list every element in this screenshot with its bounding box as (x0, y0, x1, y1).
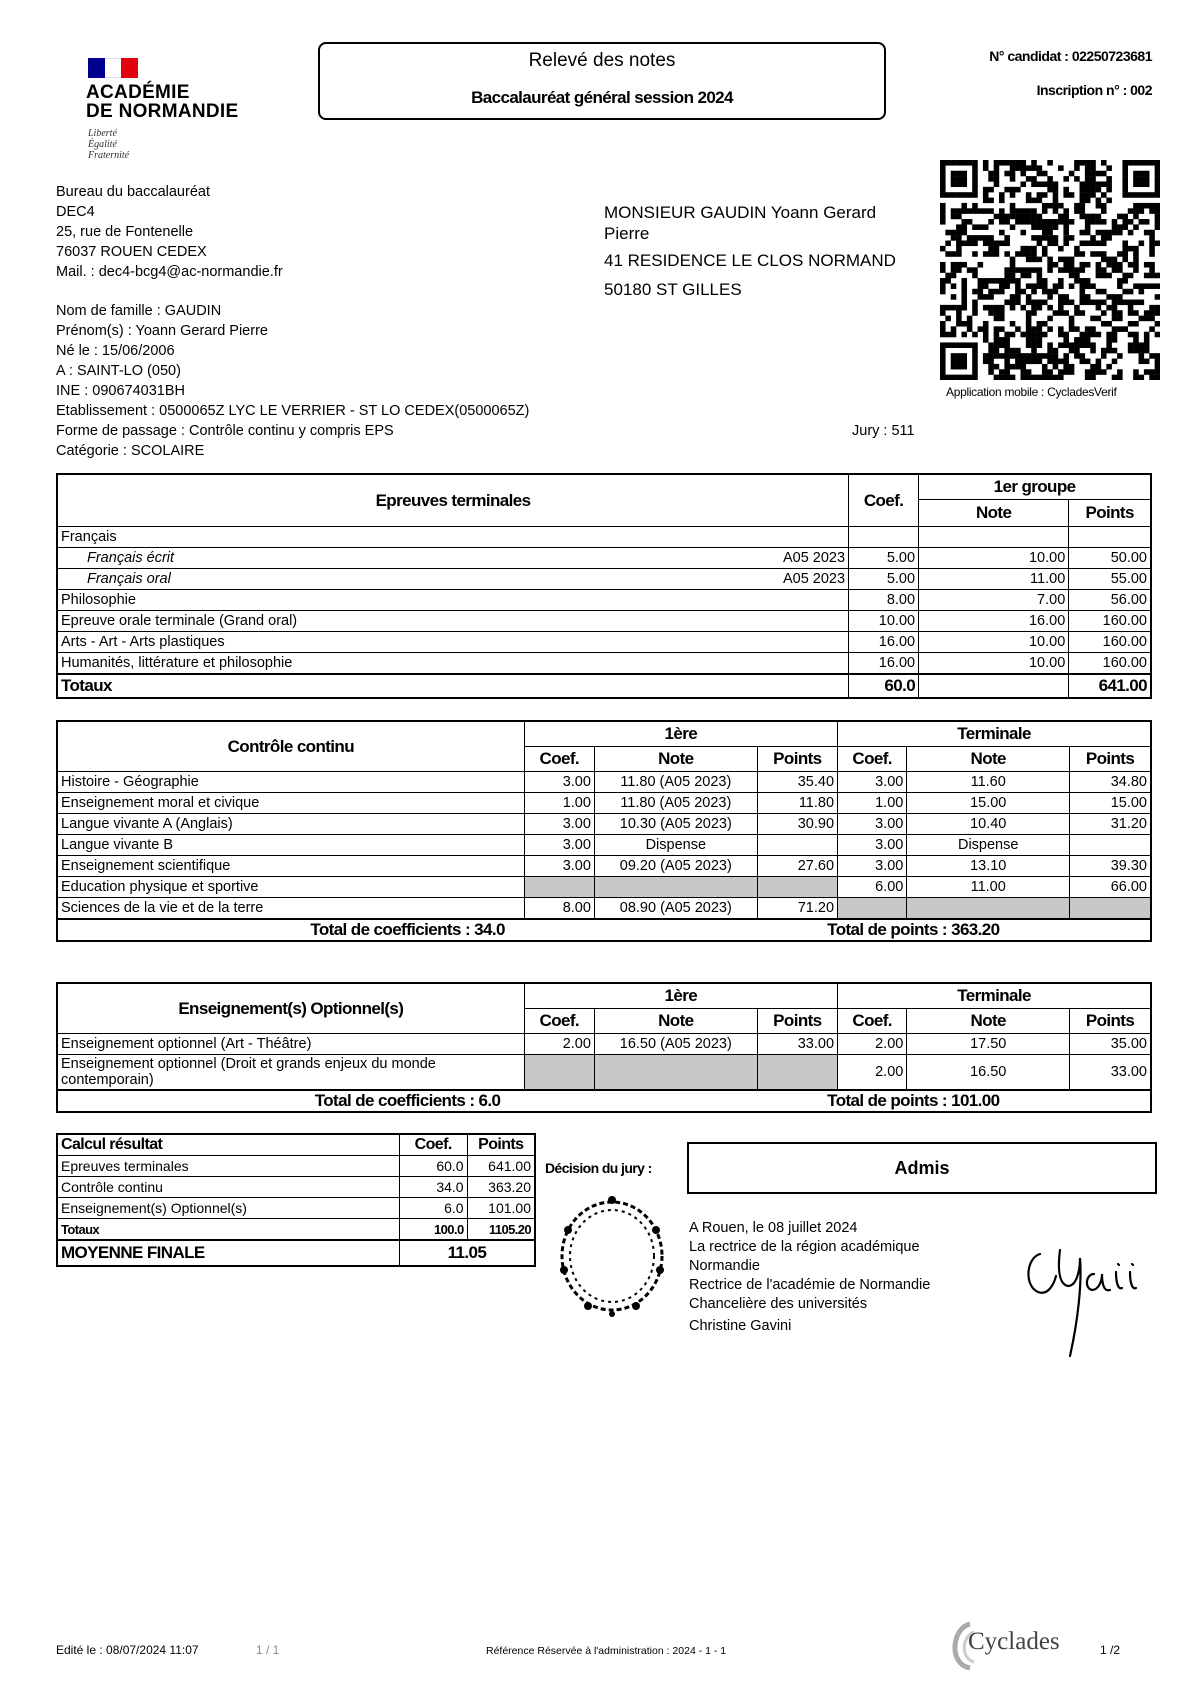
table-row (57, 793, 1151, 814)
terminal-points (1070, 835, 1151, 856)
terminal-points: 31.20 (1070, 814, 1151, 835)
calc-label: Contrôle continu (57, 1177, 399, 1198)
first-note (594, 1055, 757, 1091)
bureau-address: Bureau du baccalauréat DEC4 25, rue de Fontenelle 76037 ROUEN CEDEX Mail. : dec4-bcg4@ac-normandie.fr (56, 184, 283, 280)
calc-total-coef: 100.0 (399, 1219, 467, 1241)
table-row (57, 632, 1151, 653)
table-row (57, 527, 1151, 548)
candidate-number: N° candidat : 02250723681 (989, 48, 1152, 64)
totals-label: Totaux (57, 674, 849, 698)
table-row (57, 1034, 1151, 1055)
terminal-coef: 2.00 (838, 1055, 907, 1091)
first-points: 35.40 (757, 772, 837, 793)
exam-label (57, 611, 849, 632)
subject-label: Enseignement scientifique (57, 856, 524, 877)
calc-header: Calcul résultat (57, 1134, 399, 1156)
first-coef: 3.00 (524, 856, 594, 877)
exam-points: 160.00 (1069, 611, 1151, 632)
totals-coef: 60.0 (849, 674, 919, 698)
candidate-identity: Nom de famille : GAUDIN Prénom(s) : Yoann Gerard Pierre Né le : 15/06/2006 A : SAINT-LO (050) INE : 090674031BH Etablissement : 0500065Z LYC LE VERRIER - ST LO CEDEX(0500065Z) Forme de passage : Contrôle continu y compris EPS Catégorie : SCOLAIRE (56, 303, 530, 459)
terminal-note: 15.00 (907, 793, 1070, 814)
terminal-exams-table (56, 473, 1152, 699)
subject-label: Sciences de la vie et de la terre (57, 898, 524, 920)
totals-points: 641.00 (1069, 674, 1151, 698)
jury-decision-label: Décision du jury : (545, 1160, 652, 1176)
exam-note (919, 527, 1069, 548)
terminal-year-header: Terminale (838, 721, 1151, 747)
first-coef: 1.00 (524, 793, 594, 814)
coef-header: Coef. (849, 474, 919, 527)
exam-session: A05 2023 (782, 550, 846, 566)
first-points: 27.60 (757, 856, 837, 877)
terminal-note: 17.50 (907, 1034, 1070, 1055)
totals-note (919, 674, 1069, 698)
terminal-coef: 6.00 (838, 877, 907, 898)
terminal-points: 34.80 (1070, 772, 1151, 793)
qr-caption: Application mobile : CycladesVerif (946, 385, 1117, 399)
exam-note: 7.00 (919, 590, 1069, 611)
terminal-note: 16.50 (907, 1055, 1070, 1091)
coef-header: Coef. (399, 1134, 467, 1156)
exam-name: Epreuve orale terminale (Grand oral) (61, 613, 298, 629)
exam-note: 10.00 (919, 632, 1069, 653)
calc-coef: 6.0 (399, 1198, 467, 1219)
exam-note: 16.00 (919, 611, 1069, 632)
totals-row (57, 674, 1151, 698)
exam-coef (849, 527, 919, 548)
exam-label (57, 548, 849, 569)
exam-coef: 5.00 (849, 548, 919, 569)
edited-date: Edité le : 08/07/2024 11:07 (56, 1643, 199, 1657)
table-row (57, 835, 1151, 856)
signature-block: A Rouen, le 08 juillet 2024 La rectrice de la région académique Normandie Rectrice de l'académie de Normandie Chancelière des universités Christine Gavini (689, 1220, 931, 1334)
result-calculation-table (56, 1133, 536, 1267)
first-coef (524, 1055, 594, 1091)
table-row (57, 877, 1151, 898)
exam-note: 10.00 (919, 548, 1069, 569)
table-row (57, 1055, 1151, 1091)
calc-total-label: Totaux (57, 1219, 399, 1241)
terminal-coef: 2.00 (838, 1034, 907, 1055)
first-coef (524, 877, 594, 898)
table-row (57, 856, 1151, 877)
first-points (757, 835, 837, 856)
terminal-points (1070, 898, 1151, 920)
terminal-exams-header: Epreuves terminales (57, 474, 849, 527)
points-header: Points (1070, 747, 1151, 772)
terminal-note: 11.00 (907, 877, 1070, 898)
first-coef: 2.00 (524, 1034, 594, 1055)
cc-total-points: Total de points : 363.20 (757, 919, 1151, 941)
group-header: 1er groupe (919, 474, 1151, 500)
points-header: Points (1070, 1009, 1151, 1034)
academy-name: ACADÉMIE DE NORMANDIE (86, 82, 239, 122)
inscription-number: Inscription n° : 002 (1036, 82, 1152, 98)
exam-name: Philosophie (61, 592, 136, 608)
exam-label (57, 653, 849, 675)
republique-flag-logo (88, 58, 138, 78)
calc-label: Epreuves terminales (57, 1156, 399, 1177)
coef-header: Coef. (838, 747, 907, 772)
terminal-coef (838, 898, 907, 920)
terminal-note: 10.40 (907, 814, 1070, 835)
table-row (57, 1198, 535, 1219)
coef-header: Coef. (838, 1009, 907, 1034)
republic-motto: Liberté Égalité Fraternité (88, 128, 130, 161)
table-row (57, 590, 1151, 611)
note-header: Note (919, 500, 1069, 527)
terminal-points: 33.00 (1070, 1055, 1151, 1091)
note-header: Note (907, 1009, 1070, 1034)
table-row (57, 1177, 535, 1198)
table-row (57, 653, 1151, 675)
exam-points: 50.00 (1069, 548, 1151, 569)
terminal-note: 13.10 (907, 856, 1070, 877)
continuous-assessment-header: Contrôle continu (57, 721, 524, 772)
exam-coef: 16.00 (849, 653, 919, 675)
calc-points: 641.00 (467, 1156, 535, 1177)
document-title: Relevé des notes (528, 50, 676, 71)
cyclades-brand: Cyclades (968, 1628, 1060, 1655)
exam-points: 160.00 (1069, 653, 1151, 675)
first-note: 08.90 (A05 2023) (594, 898, 757, 920)
terminal-points: 15.00 (1070, 793, 1151, 814)
first-note: 16.50 (A05 2023) (594, 1034, 757, 1055)
first-year-header: 1ère (524, 721, 837, 747)
table-row (57, 1156, 535, 1177)
exam-coef: 16.00 (849, 632, 919, 653)
first-points: 30.90 (757, 814, 837, 835)
calc-points: 101.00 (467, 1198, 535, 1219)
first-note: 11.80 (A05 2023) (594, 772, 757, 793)
admin-reference: Référence Réservée à l'administration : 2024 - 1 - 1 (486, 1645, 727, 1657)
calc-coef: 60.0 (399, 1156, 467, 1177)
exam-coef: 5.00 (849, 569, 919, 590)
page-count: 1 / 1 (256, 1643, 280, 1657)
jury-decision-value: Admis (687, 1142, 1157, 1194)
calc-points: 363.20 (467, 1177, 535, 1198)
exam-label (57, 527, 849, 548)
table-row (57, 814, 1151, 835)
terminal-points: 66.00 (1070, 877, 1151, 898)
qr-code (940, 160, 1160, 380)
first-points (757, 877, 837, 898)
calc-total-points: 1105.20 (467, 1219, 535, 1241)
handwritten-signature (1018, 1240, 1158, 1360)
opt-total-coef: Total de coefficients : 6.0 (57, 1090, 757, 1112)
exam-points (1069, 527, 1151, 548)
exam-points: 160.00 (1069, 632, 1151, 653)
table-row (57, 772, 1151, 793)
points-header: Points (757, 1009, 837, 1034)
table-row (57, 611, 1151, 632)
first-points: 71.20 (757, 898, 837, 920)
exam-points: 56.00 (1069, 590, 1151, 611)
subject-label: Education physique et sportive (57, 877, 524, 898)
note-header: Note (594, 1009, 757, 1034)
calc-coef: 34.0 (399, 1177, 467, 1198)
terminal-coef: 3.00 (838, 856, 907, 877)
subject-label: Enseignement moral et civique (57, 793, 524, 814)
first-coef: 3.00 (524, 772, 594, 793)
table-row (57, 898, 1151, 920)
first-points (757, 1055, 837, 1091)
opt-total-points: Total de points : 101.00 (757, 1090, 1151, 1112)
exam-label (57, 590, 849, 611)
optional-courses-header: Enseignement(s) Optionnel(s) (57, 983, 524, 1034)
document-title-box (318, 42, 886, 120)
exam-name: Arts - Art - Arts plastiques (61, 634, 225, 650)
coef-header: Coef. (524, 1009, 594, 1034)
coef-header: Coef. (524, 747, 594, 772)
subject-label: Enseignement optionnel (Droit et grands enjeux du monde contemporain) (57, 1055, 524, 1091)
optional-courses-table (56, 982, 1152, 1113)
points-header: Points (1069, 500, 1151, 527)
table-row (57, 548, 1151, 569)
terminal-coef: 3.00 (838, 772, 907, 793)
final-average-label: MOYENNE FINALE (57, 1240, 399, 1266)
terminal-points: 35.00 (1070, 1034, 1151, 1055)
cc-total-coef: Total de coefficients : 34.0 (57, 919, 757, 941)
first-note (594, 877, 757, 898)
first-points: 33.00 (757, 1034, 837, 1055)
exam-coef: 10.00 (849, 611, 919, 632)
calc-label: Enseignement(s) Optionnel(s) (57, 1198, 399, 1219)
exam-name: Français (61, 529, 117, 545)
subject-label: Langue vivante A (Anglais) (57, 814, 524, 835)
terminal-note: Dispense (907, 835, 1070, 856)
document-subtitle: Baccalauréat général session 2024 (471, 88, 733, 107)
final-average-value: 11.05 (399, 1240, 535, 1266)
subject-label: Enseignement optionnel (Art - Théâtre) (57, 1034, 524, 1055)
exam-name: Humanités, littérature et philosophie (61, 655, 293, 671)
note-header: Note (594, 747, 757, 772)
first-note: 10.30 (A05 2023) (594, 814, 757, 835)
terminal-coef: 3.00 (838, 814, 907, 835)
exam-name: Français écrit (87, 550, 175, 566)
subject-label: Histoire - Géographie (57, 772, 524, 793)
exam-label (57, 632, 849, 653)
first-note: 09.20 (A05 2023) (594, 856, 757, 877)
page-number: 1 /2 (1100, 1643, 1121, 1657)
official-seal-icon (548, 1190, 676, 1322)
table-row (57, 569, 1151, 590)
points-header: Points (757, 747, 837, 772)
exam-name: Français oral (87, 571, 171, 587)
subject-label: Langue vivante B (57, 835, 524, 856)
first-note: Dispense (594, 835, 757, 856)
exam-session: A05 2023 (782, 571, 846, 587)
first-coef: 8.00 (524, 898, 594, 920)
points-header: Points (467, 1134, 535, 1156)
first-year-header: 1ère (524, 983, 837, 1009)
terminal-note: 11.60 (907, 772, 1070, 793)
first-note: 11.80 (A05 2023) (594, 793, 757, 814)
exam-points: 55.00 (1069, 569, 1151, 590)
jury-number: Jury : 511 (852, 423, 915, 439)
continuous-assessment-table (56, 720, 1152, 942)
terminal-coef: 1.00 (838, 793, 907, 814)
exam-coef: 8.00 (849, 590, 919, 611)
exam-note: 10.00 (919, 653, 1069, 675)
terminal-coef: 3.00 (838, 835, 907, 856)
terminal-note (907, 898, 1070, 920)
exam-note: 11.00 (919, 569, 1069, 590)
recipient-address: MONSIEUR GAUDIN Yoann Gerard Pierre 41 RESIDENCE LE CLOS NORMAND 50180 ST GILLES (604, 203, 896, 299)
first-points: 11.80 (757, 793, 837, 814)
terminal-year-header: Terminale (838, 983, 1151, 1009)
exam-label (57, 569, 849, 590)
first-coef: 3.00 (524, 835, 594, 856)
note-header: Note (907, 747, 1070, 772)
terminal-points: 39.30 (1070, 856, 1151, 877)
first-coef: 3.00 (524, 814, 594, 835)
